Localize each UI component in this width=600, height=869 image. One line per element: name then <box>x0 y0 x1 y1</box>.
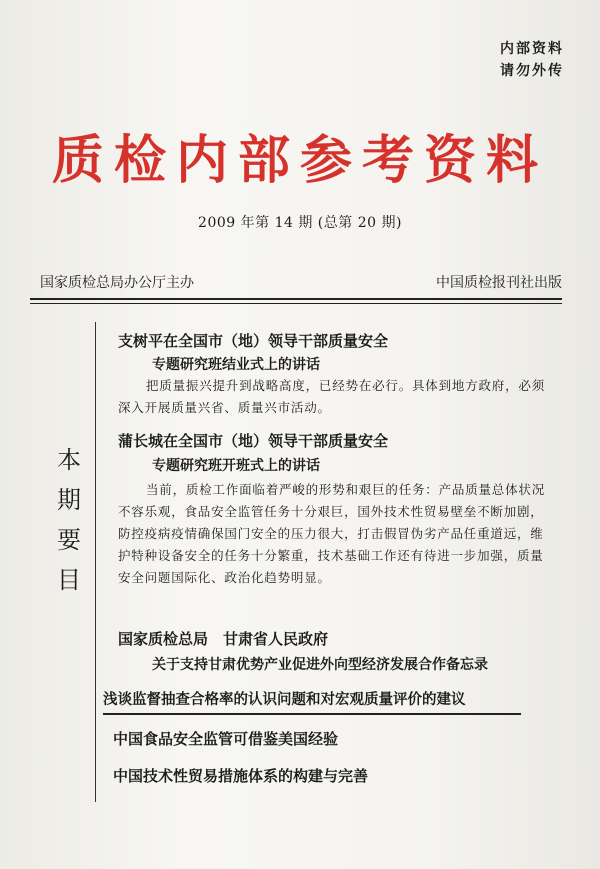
article-1-summary: 把质量振兴提升到战略高度，已经势在必行。具体到地方政府，必须深入开展质量兴省、质量兴市活动。 <box>118 378 546 415</box>
article-3-title[interactable]: 国家质检总局 甘肃省人民政府 <box>118 630 329 648</box>
sidebar-char: 要 <box>57 526 81 554</box>
confidential-notice <box>500 38 564 82</box>
article-4-underline <box>103 713 521 715</box>
masthead-title: 质检内部参考资料 <box>51 130 548 191</box>
sidebar-char: 本 <box>57 446 81 474</box>
article-1-subtitle: 专题研究班结业式上的讲话 <box>152 357 320 373</box>
printer-text: 中国质检报刊社出版 <box>436 275 562 291</box>
article-2-summary: 当前，质检工作面临着严峻的形势和艰巨的任务：产品质量总体状况不容乐观，食品安全监管任务十分艰巨，国外技术性贸易壁垒不断加剧，防控疫病疫情确保国门安全的压力很大，打击假冒伪劣产品任重道远，维护特种设备安全的任务十分繁重，技术基础工作还有待进一步加强，质量安全问题国际化、政治化趋势明显。 <box>118 482 546 585</box>
notice-line-1: 内部资料 <box>500 41 564 57</box>
sidebar-char: 目 <box>57 566 81 594</box>
article-1-title[interactable]: 支树平在全国市（地）领导干部质量安全 <box>118 332 389 350</box>
article-5-title[interactable]: 中国食品安全监管可借鉴美国经验 <box>113 730 339 748</box>
sidebar-char: 期 <box>57 486 81 514</box>
article-3-subtitle: 关于支持甘肃优势产业促进外向型经济发展合作备忘录 <box>152 657 488 673</box>
contents-sidebar-label <box>54 440 84 600</box>
article-4-title[interactable]: 浅谈监督抽查合格率的认识问题和对宏观质量评价的建议 <box>103 692 466 708</box>
notice-line-2: 请勿外传 <box>500 63 564 79</box>
issue-number: 2009 年第 14 期 (总第 20 期) <box>198 215 402 231</box>
article-6-title[interactable]: 中国技术性贸易措施体系的构建与完善 <box>113 767 369 785</box>
header-rule-thick <box>30 298 562 300</box>
sidebar-divider <box>95 322 96 802</box>
article-2-subtitle: 专题研究班开班式上的讲话 <box>152 458 320 474</box>
article-2-title[interactable]: 蒲长城在全国市（地）领导干部质量安全 <box>118 432 389 450</box>
header-rule-thin <box>30 303 562 304</box>
sponsor-text: 国家质检总局办公厅主办 <box>40 275 194 291</box>
